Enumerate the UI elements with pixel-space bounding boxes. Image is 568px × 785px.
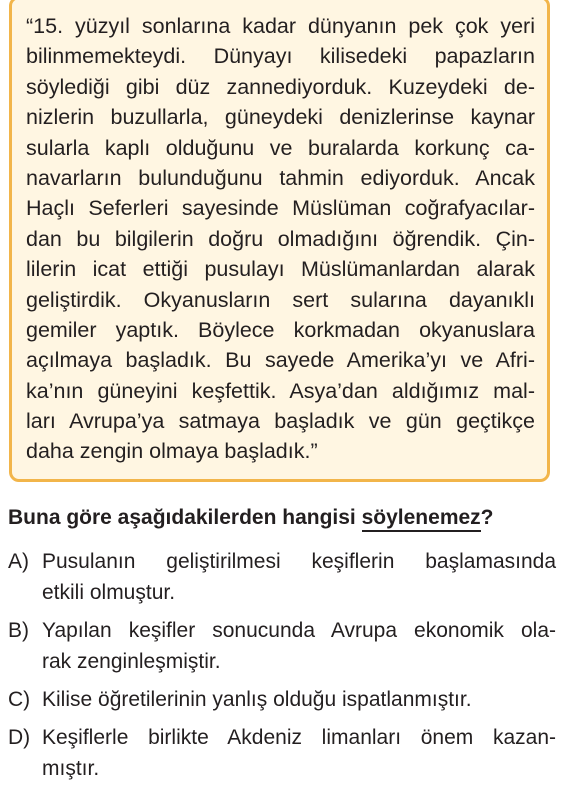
passage-box	[9, 0, 550, 482]
option-text-continued: rak zenginleşmiştir.	[42, 650, 221, 673]
passage-line: “15. yüzyıl sonlarına kadar dünyanın pek çok yeri	[26, 14, 535, 38]
option-text-continued: mıştır.	[42, 757, 100, 780]
option-letter: A)	[8, 550, 29, 573]
passage-line: bilinmemekteydi. Dünyayı kilisedeki papazların	[26, 44, 535, 69]
question-emphasis: söylenemez	[362, 506, 481, 532]
option-d[interactable]	[8, 722, 556, 784]
option-a[interactable]	[8, 546, 556, 608]
option-letter: B)	[8, 619, 29, 642]
passage-line: Haçlı Seferleri sayesinde Müslüman coğrafyacılar-	[26, 196, 535, 221]
option-letter: C)	[8, 688, 31, 711]
passage-line: nizlerin buzullarla, güneydeki denizlerinse kaynar	[26, 105, 535, 130]
passage-line: sularla kaplı olduğunu ve buralarda korkunç ca-	[26, 135, 535, 160]
passage-line: navarların bulunduğunu tahmin ediyorduk. Ancak	[26, 165, 535, 190]
question-stem	[8, 503, 560, 533]
option-text: Keşiflerle birlikte Akdeniz limanları önem kazan-	[42, 726, 556, 749]
option-b[interactable]	[8, 615, 556, 677]
option-text: Pusulanın geliştirilmesi keşiflerin başlamasında	[42, 550, 556, 573]
passage-line: gemiler yaptık. Böylece korkmadan okyanuslara	[26, 317, 535, 342]
option-text: Kilise öğretilerinin yanlış olduğu ispatlanmıştır.	[42, 688, 472, 711]
question-prefix: Buna göre aşağıdakilerden hangisi	[8, 506, 362, 529]
option-text: Yapılan keşifler sonucunda Avrupa ekonomik ola-	[42, 619, 556, 642]
passage-line: ka’nın güneyini keşfettik. Asya’dan aldığımız mal-	[26, 378, 535, 403]
passage-line: dan bu bilgilerin doğru olmadığını öğrendik. Çin-	[26, 226, 535, 251]
passage-line: geliştirdik. Okyanusların sert sularına dayanıklı	[26, 287, 535, 312]
option-letter: D)	[8, 726, 31, 749]
passage-line: açılmaya başladık. Bu sayede Amerika’yı ve Afri-	[26, 348, 535, 373]
passage-line: söylediği gibi düz zannediyorduk. Kuzeydeki de-	[26, 74, 535, 99]
passage-line: lilerin icat ettiği pusulayı Müslümanlardan alarak	[26, 257, 535, 282]
passage-line: ları Avrupa’ya satmaya başladık ve gün geçtikçe	[26, 409, 535, 434]
option-text-continued: etkili olmuştur.	[42, 581, 176, 604]
passage-line: daha zengin olmaya başladık.”	[26, 439, 318, 464]
question-suffix: ?	[480, 506, 494, 529]
option-c[interactable]	[8, 684, 556, 715]
